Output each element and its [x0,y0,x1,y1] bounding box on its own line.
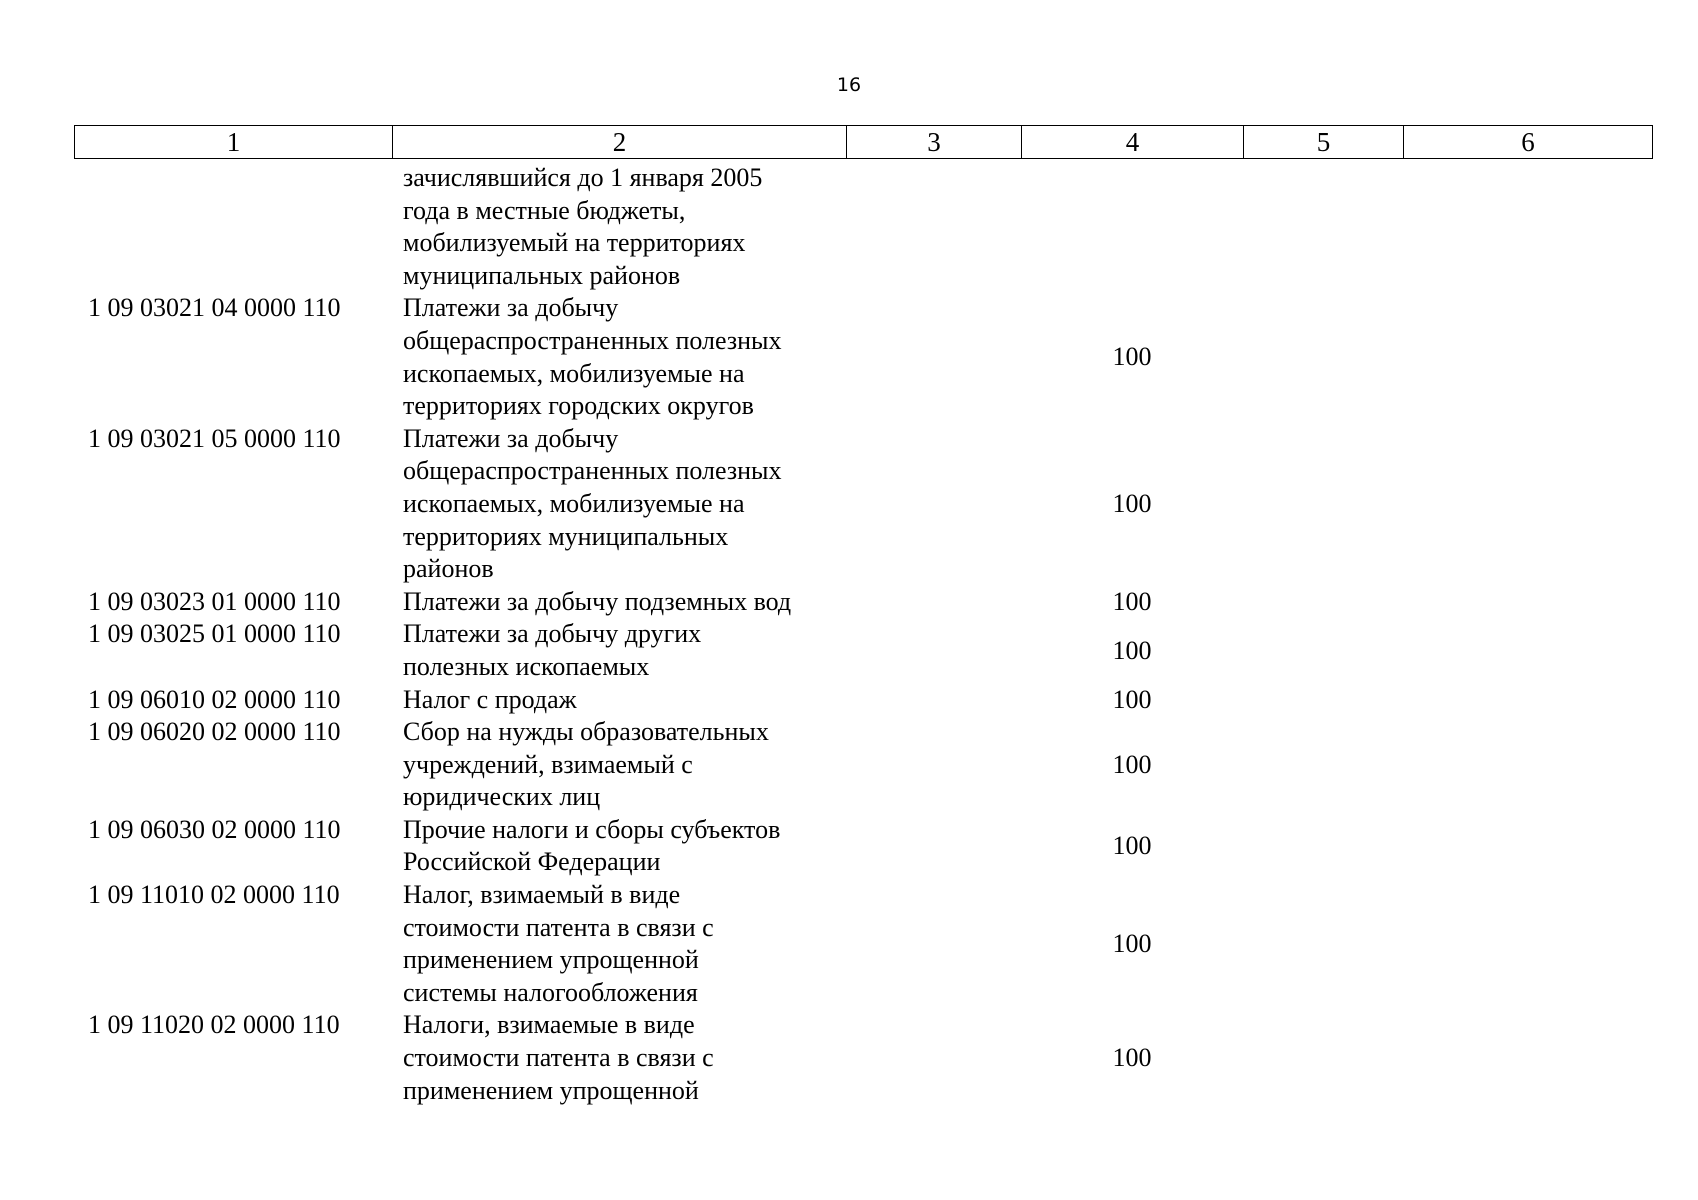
revenue-description [392,879,846,1009]
description-line: ископаемых, мобилизуемые на [403,358,745,388]
revenue-description [392,716,846,814]
description-line: районов [403,554,494,584]
cell-col6 [1403,716,1652,814]
cell-col5 [1243,716,1403,814]
description-line: применением упрощенной [403,945,699,975]
table-row [74,684,1652,717]
cell-col3 [846,292,1021,422]
revenue-code: 1 09 03021 05 0000 110 [88,423,341,453]
revenue-description [392,586,846,619]
header-col-1: 1 [75,126,393,159]
cell-col6 [1403,292,1652,422]
header-row [75,126,1653,159]
revenue-code: 1 09 06010 02 0000 110 [88,684,341,714]
revenue-description [392,423,846,586]
normative-percent: 100 [1112,586,1152,616]
description-line: Налог, взимаемый в виде [403,880,681,910]
cell-col6 [1403,684,1652,717]
table-row [74,423,1652,586]
revenue-code: 1 09 06020 02 0000 110 [88,717,341,747]
cell-col5 [1243,423,1403,586]
cell-col5 [1243,684,1403,717]
revenue-code: 1 09 06030 02 0000 110 [88,814,341,844]
cell-col6 [1403,423,1652,586]
revenue-description [392,292,846,422]
cell-col6 [1403,1009,1652,1107]
description-line: зачислявшийся до 1 января 2005 [403,163,763,192]
revenue-code: 1 09 03023 01 0000 110 [88,586,341,616]
description-line: стоимости патента в связи с [403,912,714,942]
normative-percent: 100 [1112,1043,1152,1073]
cell-col5 [1243,879,1403,1009]
description-line: муниципальных районов [403,260,681,290]
cell-col5 [1243,1009,1403,1107]
description-line: системы налогообложения [403,977,698,1007]
revenue-code: 1 09 03021 04 0000 110 [88,293,341,323]
description-line: года в местные бюджеты, [403,195,686,225]
normative-percent: 100 [1112,684,1152,714]
header-col-6: 6 [1404,126,1653,159]
description-line: Платежи за добычу подземных вод [403,586,792,616]
description-line: Сбор на нужды образовательных [403,717,769,747]
description-line: Прочие налоги и сборы субъектов [403,814,781,844]
description-line: юридических лиц [403,782,601,812]
table-row [74,879,1652,1009]
description-line: Российской Федерации [403,847,661,877]
description-line: стоимости патента в связи с [403,1043,714,1073]
revenue-code: 1 09 11020 02 0000 110 [88,1010,340,1040]
normative-percent: 100 [1112,635,1152,665]
revenue-codes-table [74,162,1652,1107]
table-row [74,162,1652,292]
cell-col6 [1403,162,1652,292]
cell-col6 [1403,618,1652,683]
description-line: Платежи за добычу других [403,619,702,649]
cell-col5 [1243,292,1403,422]
cell-col3 [846,586,1021,619]
description-line: общераспространенных полезных [403,456,782,486]
revenue-description [392,684,846,717]
description-line: применением упрощенной [403,1075,699,1105]
page-number: 16 [836,74,862,96]
revenue-description [392,162,846,292]
cell-col3 [846,423,1021,586]
description-line: учреждений, взимаемый с [403,749,693,779]
description-line: Налог с продаж [403,684,577,714]
cell-col3 [846,684,1021,717]
revenue-description [392,618,846,683]
cell-col3 [846,814,1021,879]
column-number-header [74,125,1653,159]
table-body [74,162,1652,1107]
description-line: территориях городских округов [403,391,754,421]
cell-col3 [846,879,1021,1009]
cell-col3 [846,162,1021,292]
cell-col3 [846,716,1021,814]
cell-col6 [1403,814,1652,879]
normative-percent: 100 [1112,928,1152,958]
description-line: мобилизуемый на территориях [403,228,746,258]
description-line: Платежи за добычу [403,293,619,323]
description-line: Платежи за добычу [403,423,619,453]
revenue-code: 1 09 11010 02 0000 110 [88,880,340,910]
table-row [74,586,1652,619]
header-col-5: 5 [1244,126,1404,159]
normative-percent: 100 [1112,749,1152,779]
description-line: общераспространенных полезных [403,325,782,355]
cell-col5 [1243,814,1403,879]
cell-col6 [1403,586,1652,619]
cell-col3 [846,1009,1021,1107]
cell-col3 [846,618,1021,683]
cell-col5 [1243,586,1403,619]
normative-percent: 100 [1112,831,1152,861]
table-row [74,618,1652,683]
table-row [74,1009,1652,1107]
cell-col5 [1243,162,1403,292]
table-row [74,814,1652,879]
normative-percent [1021,162,1243,292]
cell-col5 [1243,618,1403,683]
normative-percent: 100 [1112,342,1152,372]
header-col-4: 4 [1022,126,1244,159]
cell-col6 [1403,879,1652,1009]
table-row [74,292,1652,422]
description-line: полезных ископаемых [403,651,650,681]
revenue-code: 1 09 03025 01 0000 110 [88,619,341,649]
revenue-description [392,1009,846,1107]
description-line: территориях муниципальных [403,521,729,551]
table-row [74,716,1652,814]
revenue-description [392,814,846,879]
header-col-3: 3 [847,126,1022,159]
description-line: ископаемых, мобилизуемые на [403,488,745,518]
revenue-code [74,162,392,292]
normative-percent: 100 [1112,488,1152,518]
description-line: Налоги, взимаемые в виде [403,1010,695,1040]
header-col-2: 2 [393,126,847,159]
